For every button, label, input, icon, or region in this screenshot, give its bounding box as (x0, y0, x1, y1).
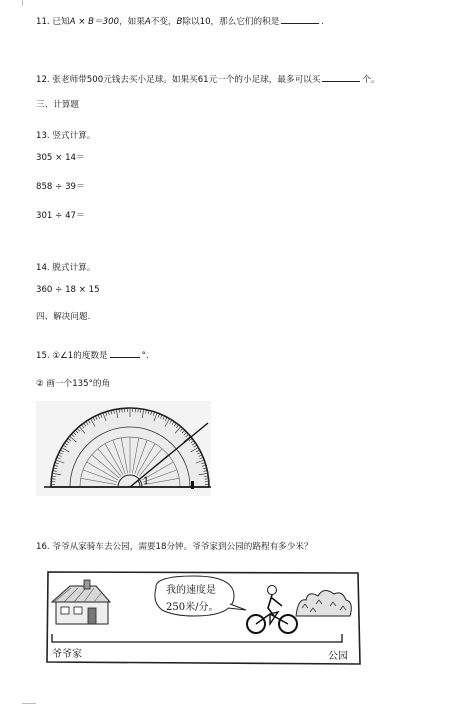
q14-expression: 360 ÷ 18 × 15 (36, 285, 100, 295)
q16-illustration (44, 568, 362, 668)
q13-item-1: 305 × 14＝ (36, 153, 85, 163)
protractor-clip (191, 481, 194, 489)
section-3-title: 三、计算题 (36, 100, 79, 110)
q11-text: ，如果 (119, 17, 145, 27)
q15-text-end: °. (141, 351, 149, 361)
question-15-part-2: ② 画一个135°的角 (36, 379, 111, 389)
question-11 (36, 15, 324, 28)
label-grandpa-home: 爷爷家 (52, 649, 82, 660)
q11-answer-blank[interactable] (281, 15, 319, 24)
q13-item-2: 858 ÷ 39＝ (36, 182, 85, 192)
page-corner-mark (22, 0, 23, 6)
q13-item-3: 301 ÷ 47＝ (36, 211, 85, 221)
q15-text: 15. ①∠1的度数是 (36, 351, 108, 361)
q11-variable-b: B (176, 17, 183, 27)
q13-title: 13. 竖式计算。 (36, 131, 96, 141)
angle-label-1: 1 (143, 476, 150, 487)
question-15-part-1 (36, 349, 149, 362)
q11-text-end: . (321, 17, 325, 27)
section-4-title: 四、解决问题. (36, 312, 91, 322)
q12-answer-blank[interactable] (322, 73, 360, 82)
page-corner-mark (22, 703, 36, 704)
q11-variable-a: A (144, 17, 151, 27)
label-park: 公园 (328, 651, 348, 662)
q14-title: 14. 脱式计算。 (36, 263, 96, 273)
q12-text: 12. 张老师带500元钱去买小足球。如果买61元一个的小足球，最多可以买 (36, 75, 321, 85)
q12-text-end: 个。 (362, 75, 380, 85)
speech-line-1: 我的速度是 (166, 585, 216, 596)
speech-line-2: 250米/分。 (166, 602, 219, 613)
q11-text: 除以10，那么它们的积是 (182, 17, 280, 27)
question-12 (36, 73, 380, 86)
q15-answer-blank[interactable] (110, 349, 140, 358)
q11-expression: A × B＝300 (69, 17, 120, 27)
protractor-figure (36, 401, 211, 496)
q11-text: 11. 已知 (36, 17, 70, 27)
q11-text: 不变， (150, 17, 177, 27)
q16-text: 16. 爷爷从家骑车去公园，需要18分钟。爷爷家到公园的路程有多少米？ (36, 542, 313, 552)
